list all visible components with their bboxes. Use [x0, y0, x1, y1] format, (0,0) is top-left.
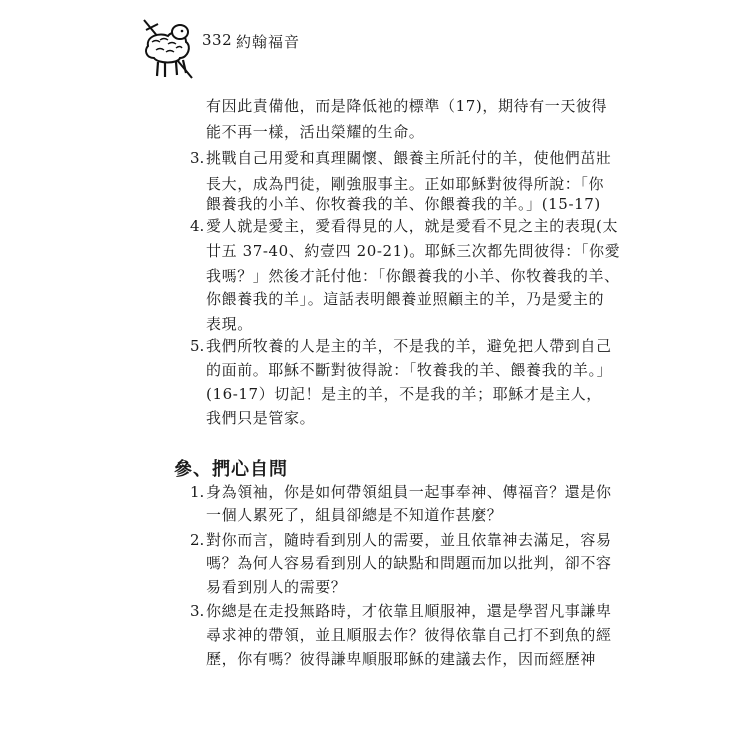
text-line: 表現。: [206, 315, 253, 333]
list-number: 2.: [190, 531, 205, 549]
text-line: 我們所牧養的人是主的羊，不是我的羊，避免把人帶到自己: [206, 337, 612, 355]
text-line: (16-17）切記！是主的羊，不是我的羊；耶穌才是主人，: [206, 385, 602, 403]
text-line: 你餵養我的羊」。這話表明餵養並照顧主的羊，乃是愛主的: [206, 290, 605, 308]
text-line: 愛人就是愛主，愛看得見的人，就是愛看不見之主的表現(太: [206, 217, 619, 235]
text-line: 長大，成為門徒，剛強服事主。正如耶穌對彼得所說：「你: [206, 175, 605, 193]
text-line: 廿五 37-40、約壹四 20-21)。耶穌三次都先問彼得：「你愛: [206, 242, 621, 260]
list-number: 4.: [190, 217, 205, 235]
text-line: 尋求神的帶領，並且順服去作？彼得依靠自己打不到魚的經: [206, 626, 612, 644]
text-line: 餵養我的小羊、你牧養我的羊、你餵養我的羊。」(15-17): [206, 195, 601, 213]
list-number: 1.: [190, 483, 205, 501]
text-line: 我們只是管家。: [206, 409, 316, 427]
text-line: 嗎？為何人容易看到別人的缺點和問題而加以批判，卻不容: [206, 554, 612, 572]
text-line: 的面前。耶穌不斷對彼得說：「牧養我的羊、餵養我的羊。」: [206, 361, 613, 379]
text-line: 能不再一樣，活出榮耀的生命。: [206, 123, 425, 141]
text-line: 易看到別人的需要？: [206, 578, 347, 596]
text-line: 你總是在走投無路時，才依靠且順服神，還是學習凡事謙卑: [206, 602, 612, 620]
list-number: 3.: [190, 602, 205, 620]
text-line: 歷，你有嗎？彼得謙卑順服耶穌的建議去作，因而經歷神: [206, 650, 597, 668]
list-number: 5.: [190, 337, 205, 355]
section-heading: 參、捫心自問: [174, 459, 288, 480]
book-title: 約翰福音: [236, 33, 301, 51]
text-line: 一個人累死了，組員卻總是不知道作甚麼？: [206, 506, 503, 524]
text-line: 身為領袖，你是如何帶領組員一起事奉神、傳福音？還是你: [206, 483, 612, 501]
page-header: [138, 18, 438, 84]
list-number: 3.: [190, 149, 205, 167]
text-line: 我嗎？」然後才託付他：「你餵養我的小羊、你牧養我的羊、: [206, 267, 620, 285]
text-line: 對你而言，隨時看到別人的需要，並且依靠神去滿足，容易: [206, 531, 612, 549]
lamb-with-cross-icon: [138, 18, 198, 84]
text-line: 有因此責備他，而是降低祂的標準（17)，期待有一天彼得: [206, 97, 608, 115]
page-number: 332: [202, 31, 233, 49]
text-line: 挑戰自己用愛和真理關懷、餵養主所託付的羊，使他們茁壯: [206, 149, 612, 167]
